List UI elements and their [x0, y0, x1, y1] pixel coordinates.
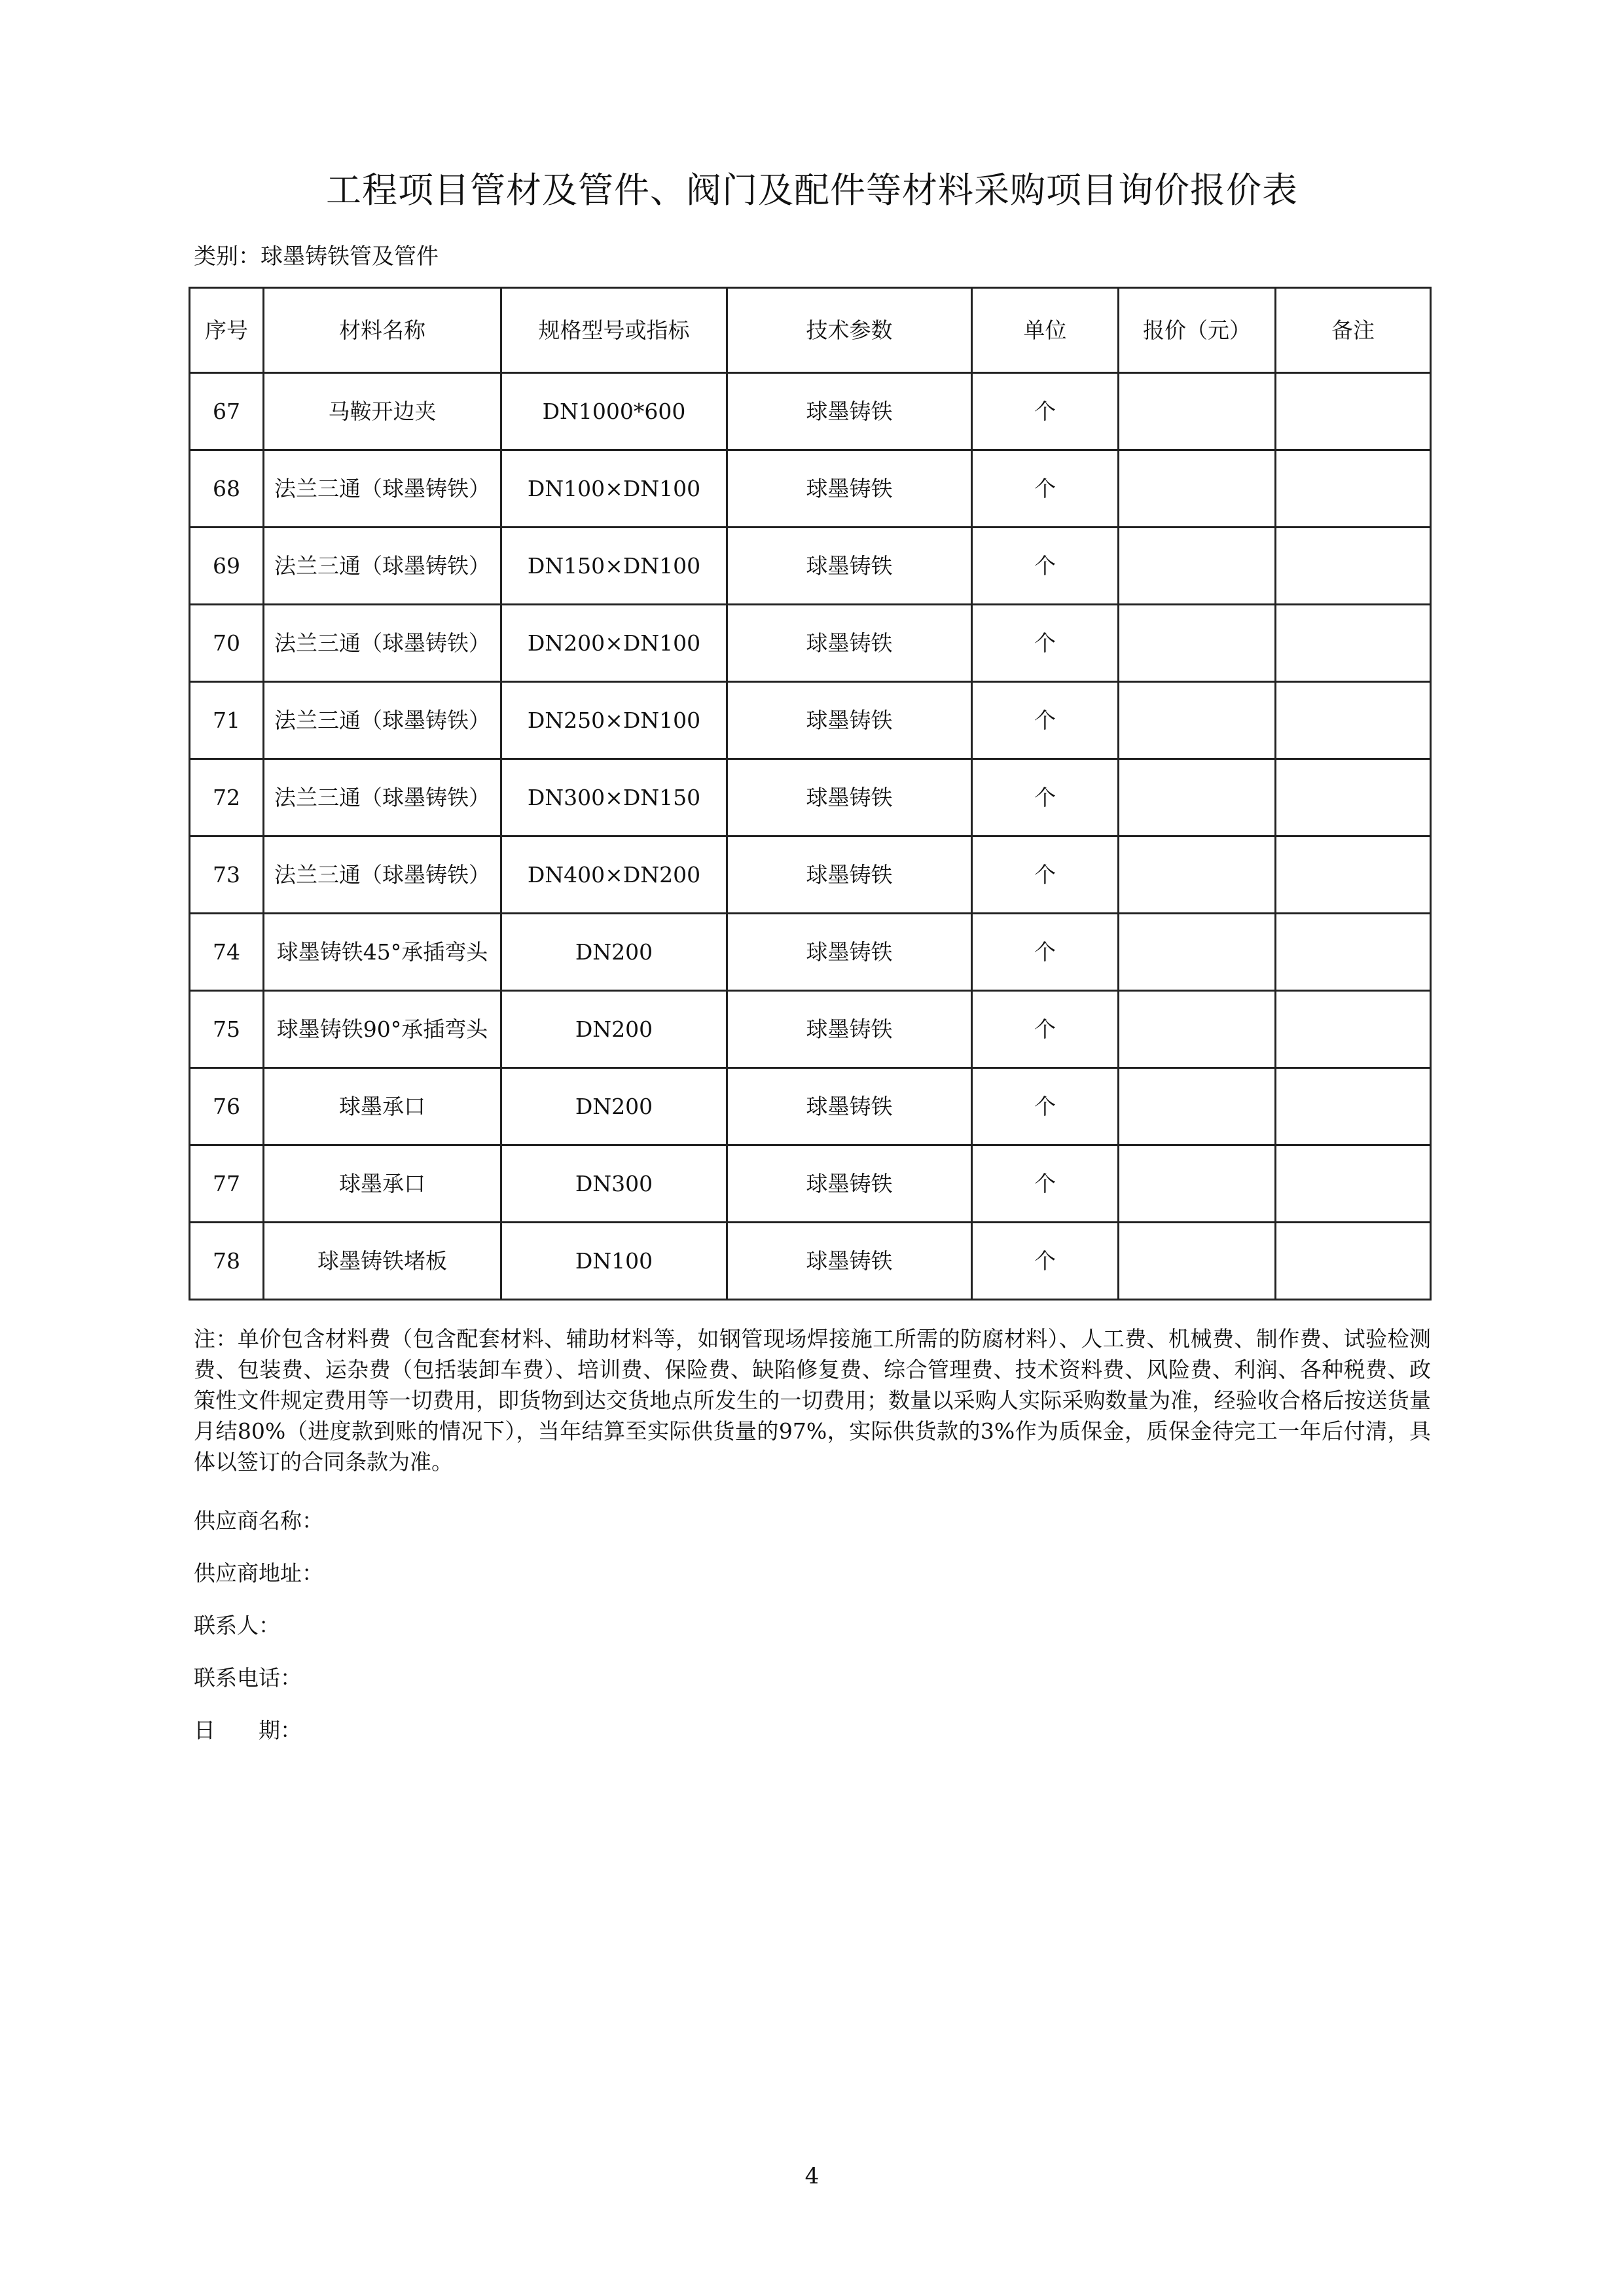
page-number: 4	[804, 2163, 820, 2189]
cell-unit: 个	[972, 450, 1119, 528]
cell-no: 71	[190, 682, 264, 759]
cell-no: 67	[190, 373, 264, 450]
header-remark: 备注	[1276, 288, 1431, 373]
cell-name: 球墨承口	[264, 1145, 501, 1223]
table-row	[190, 1145, 1431, 1223]
table-row	[190, 1223, 1431, 1300]
cell-param: 球墨铸铁	[727, 682, 972, 759]
cell-param: 球墨铸铁	[727, 914, 972, 991]
page-title: 工程项目管材及管件、阀门及配件等材料采购项目询价报价表	[326, 170, 1298, 211]
cell-spec: DN400×DN200	[501, 836, 727, 914]
table-row	[190, 1068, 1431, 1145]
cell-remark[interactable]	[1276, 605, 1431, 682]
cell-name: 马鞍开边夹	[264, 373, 501, 450]
cell-no: 73	[190, 836, 264, 914]
cell-spec: DN300×DN150	[501, 759, 727, 836]
cell-no: 74	[190, 914, 264, 991]
cell-price[interactable]	[1119, 1068, 1276, 1145]
header-no: 序号	[190, 288, 264, 373]
cell-param: 球墨铸铁	[727, 1068, 972, 1145]
cell-param: 球墨铸铁	[727, 836, 972, 914]
cell-price[interactable]	[1119, 1145, 1276, 1223]
cell-price[interactable]	[1119, 914, 1276, 991]
cell-remark[interactable]	[1276, 914, 1431, 991]
cell-param: 球墨铸铁	[727, 528, 972, 605]
cell-price[interactable]	[1119, 1223, 1276, 1300]
cell-spec: DN1000*600	[501, 373, 727, 450]
header-spec: 规格型号或指标	[501, 288, 727, 373]
cell-param: 球墨铸铁	[727, 759, 972, 836]
cell-unit: 个	[972, 528, 1119, 605]
table-row	[190, 836, 1431, 914]
quotation-table	[189, 287, 1432, 1300]
cell-name: 法兰三通（球墨铸铁）	[264, 682, 501, 759]
cell-remark[interactable]	[1276, 759, 1431, 836]
cell-param: 球墨铸铁	[727, 1223, 972, 1300]
table-row	[190, 528, 1431, 605]
cell-no: 78	[190, 1223, 264, 1300]
cell-price[interactable]	[1119, 605, 1276, 682]
table-row	[190, 450, 1431, 528]
cell-remark[interactable]	[1276, 1223, 1431, 1300]
phone-field: 联系电话：	[194, 1665, 302, 1691]
table-row	[190, 759, 1431, 836]
cell-remark[interactable]	[1276, 991, 1431, 1068]
header-param: 技术参数	[727, 288, 972, 373]
cell-no: 76	[190, 1068, 264, 1145]
cell-price[interactable]	[1119, 682, 1276, 759]
cell-spec: DN250×DN100	[501, 682, 727, 759]
cell-unit: 个	[972, 914, 1119, 991]
cell-name: 法兰三通（球墨铸铁）	[264, 759, 501, 836]
cell-unit: 个	[972, 1068, 1119, 1145]
cell-price[interactable]	[1119, 759, 1276, 836]
cell-unit: 个	[972, 1223, 1119, 1300]
supplier-name-field: 供应商名称：	[194, 1508, 323, 1534]
cell-spec: DN200×DN100	[501, 605, 727, 682]
cell-spec: DN150×DN100	[501, 528, 727, 605]
cell-no: 75	[190, 991, 264, 1068]
contact-field: 联系人：	[194, 1613, 280, 1638]
cell-name: 球墨铸铁堵板	[264, 1223, 501, 1300]
header-price: 报价（元）	[1119, 288, 1276, 373]
cell-no: 68	[190, 450, 264, 528]
cell-price[interactable]	[1119, 991, 1276, 1068]
cell-no: 70	[190, 605, 264, 682]
cell-no: 69	[190, 528, 264, 605]
cell-spec: DN100×DN100	[501, 450, 727, 528]
cell-spec: DN200	[501, 1068, 727, 1145]
cell-price[interactable]	[1119, 528, 1276, 605]
cell-spec: DN100	[501, 1223, 727, 1300]
cell-remark[interactable]	[1276, 1145, 1431, 1223]
cell-remark[interactable]	[1276, 373, 1431, 450]
cell-name: 法兰三通（球墨铸铁）	[264, 605, 501, 682]
table-header-row	[190, 288, 1431, 373]
cell-remark[interactable]	[1276, 682, 1431, 759]
cell-spec: DN200	[501, 914, 727, 991]
cell-remark[interactable]	[1276, 836, 1431, 914]
cell-remark[interactable]	[1276, 1068, 1431, 1145]
cell-spec: DN200	[501, 991, 727, 1068]
cell-price[interactable]	[1119, 373, 1276, 450]
cell-param: 球墨铸铁	[727, 373, 972, 450]
cell-name: 球墨铸铁90°承插弯头	[264, 991, 501, 1068]
cell-param: 球墨铸铁	[727, 991, 972, 1068]
cell-remark[interactable]	[1276, 450, 1431, 528]
cell-unit: 个	[972, 836, 1119, 914]
table-row	[190, 914, 1431, 991]
table-row	[190, 682, 1431, 759]
cell-no: 77	[190, 1145, 264, 1223]
cell-unit: 个	[972, 373, 1119, 450]
cell-param: 球墨铸铁	[727, 605, 972, 682]
date-field: 日 期：	[194, 1717, 302, 1743]
header-name: 材料名称	[264, 288, 501, 373]
table-row	[190, 373, 1431, 450]
cell-spec: DN300	[501, 1145, 727, 1223]
table-row	[190, 605, 1431, 682]
cell-unit: 个	[972, 1145, 1119, 1223]
cell-name: 球墨铸铁45°承插弯头	[264, 914, 501, 991]
cell-price[interactable]	[1119, 836, 1276, 914]
cell-param: 球墨铸铁	[727, 450, 972, 528]
cell-no: 72	[190, 759, 264, 836]
cell-name: 法兰三通（球墨铸铁）	[264, 450, 501, 528]
supplier-address-field: 供应商地址：	[194, 1560, 323, 1586]
cell-name: 球墨承口	[264, 1068, 501, 1145]
cell-name: 法兰三通（球墨铸铁）	[264, 528, 501, 605]
cell-unit: 个	[972, 682, 1119, 759]
cell-remark[interactable]	[1276, 528, 1431, 605]
cell-param: 球墨铸铁	[727, 1145, 972, 1223]
header-unit: 单位	[972, 288, 1119, 373]
cell-unit: 个	[972, 605, 1119, 682]
cell-name: 法兰三通（球墨铸铁）	[264, 836, 501, 914]
cell-price[interactable]	[1119, 450, 1276, 528]
cell-unit: 个	[972, 991, 1119, 1068]
terms-note: 注：单价包含材料费（包含配套材料、辅助材料等，如钢管现场焊接施工所需的防腐材料）、人工费、机械费、制作费、试验检测费、包装费、运杂费（包括装卸车费）、培训费、保险费、缺陷修复费、综合管理费、技术资料费、风险费、利润、各种税费、政策性文件规定费用等一切费用，即货物到达交货地点所发生的一切费用；数量以采购人实际采购数量为准，经验收合格后按送货量月结80%（进度款到账的情况下），当年结算至实际供货量的97%，实际供货款的3%作为质保金，质保金待完工一年后付清，具体以签订的合同条款为准。	[194, 1326, 1431, 1475]
cell-unit: 个	[972, 759, 1119, 836]
category-label: 类别：球墨铸铁管及管件	[194, 243, 439, 270]
table-row	[190, 991, 1431, 1068]
